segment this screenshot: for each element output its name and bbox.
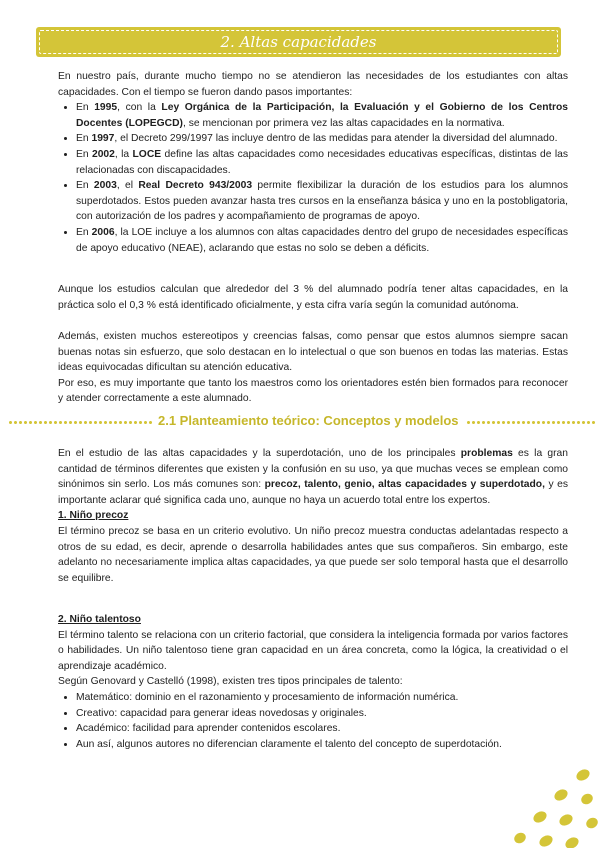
list-item: • Creativo: capacidad para generar ideas novedosas y originales. <box>76 706 568 722</box>
talento-heading: 2. Niño talentoso <box>58 614 141 625</box>
talento-intro: Según Genovard y Castelló (1998), existen tres tipos principales de talento: <box>58 676 403 688</box>
list-item: • En 2003, el Real Decreto 943/2003 permite flexibilizar la duración de los estudios para los alumnos superdotados. Estos pueden avanzar hasta tres cursos en la enseñanza básica y uno en la postobligatoria, con autorización de los padres y acompañamiento de programas de apoyo. <box>76 178 568 225</box>
intro-paragraph: En nuestro país, durante mucho tiempo no se atendieron las necesidades de los estudiantes con altas capacidades. Con el tiempo se fueron dando pasos importantes: <box>58 71 568 98</box>
list-item: • En 2006, la LOE incluye a los alumnos con altas capacidades dentro del grupo de necesidades específicas de apoyo educativo (NEAE), aclarando que estas no solo se deben a déficits. <box>76 225 568 256</box>
list-item: • En 1997, el Decreto 299/1997 las incluye dentro de las medidas para atender la diversidad del alumnado. <box>76 131 568 147</box>
precoz-heading: 1. Niño precoz <box>58 510 129 522</box>
stats-paragraph: Aunque los estudios calculan que alrededor del 3 % del alumnado podría tener altas capacidades, en la práctica solo el 0,3 % está identificado oficialmente, y esta cifra varía según la comunidad autónoma. <box>58 284 568 311</box>
list-item: • Matemático: dominio en el razonamiento y procesamiento de información numérica. <box>76 690 568 706</box>
myths-paragraph: Además, existen muchos estereotipos y creencias falsas, como pensar que estos alumnos siempre sacan buenas notas sin esfuerzo, que solo destacan en lo intelectual o que son buenos en todas las materias. Estas ideas equivocadas dificultan su atención educativa. <box>58 331 568 374</box>
page-title: 2. Altas capacidades <box>220 33 377 51</box>
section-title: 2.1 Planteamiento teórico: Conceptos y modelos <box>158 413 459 428</box>
theory-paragraph: En el estudio de las altas capacidades y la superdotación, uno de los principales problemas es la gran cantidad de términos diferentes que existen y la confusión en su uso, ya que muchas veces se emplean como sinónimos sin serlo. Los más comunes son: precoz, talento, genio, altas capacidades y superdotado, y es importante aclarar qué significa cada uno, aunque no haya un acuerdo total entre los expertos. <box>58 448 568 506</box>
list-item: • En 1995, con la Ley Orgánica de la Participación, la Evaluación y el Gobierno de los Centros Docentes (LOPEGCD), se mencionan por primera vez las altas capacidades en la normativa. <box>76 100 568 131</box>
precoz-text: El término precoz se basa en un criterio evolutivo. Un niño precoz muestra conductas adelantadas respecto a otros de su edad, es decir, aprende o desarrolla habilidades antes que sus compañeros. Sin embargo, este adelanto no necesariamente implica altas capacidades, ya que puede ser solo temporal hasta que el desarrollo se equilibre. <box>58 525 568 584</box>
list-item: • Aun así, algunos autores no diferencian claramente el talento del concepto de superdotación. <box>76 737 568 753</box>
list-item: • Académico: facilidad para aprender contenidos escolares. <box>76 721 568 737</box>
list-item: • En 2002, la LOCE define las altas capacidades como necesidades educativas específicas, distintas de las relacionadas con discapacidades. <box>76 147 568 178</box>
talento-text: El término talento se relaciona con un criterio factorial, que considera la inteligencia formada por varios factores o habilidades. Un niño talentoso tiene gran capacidad en un área concreta, como la lógica, la creatividad o el aprendizaje académico. <box>58 629 568 672</box>
training-paragraph: Por eso, es muy importante que tanto los maestros como los orientadores estén bien formados para reconocer y atender correctamente a este alumnado. <box>58 377 568 405</box>
